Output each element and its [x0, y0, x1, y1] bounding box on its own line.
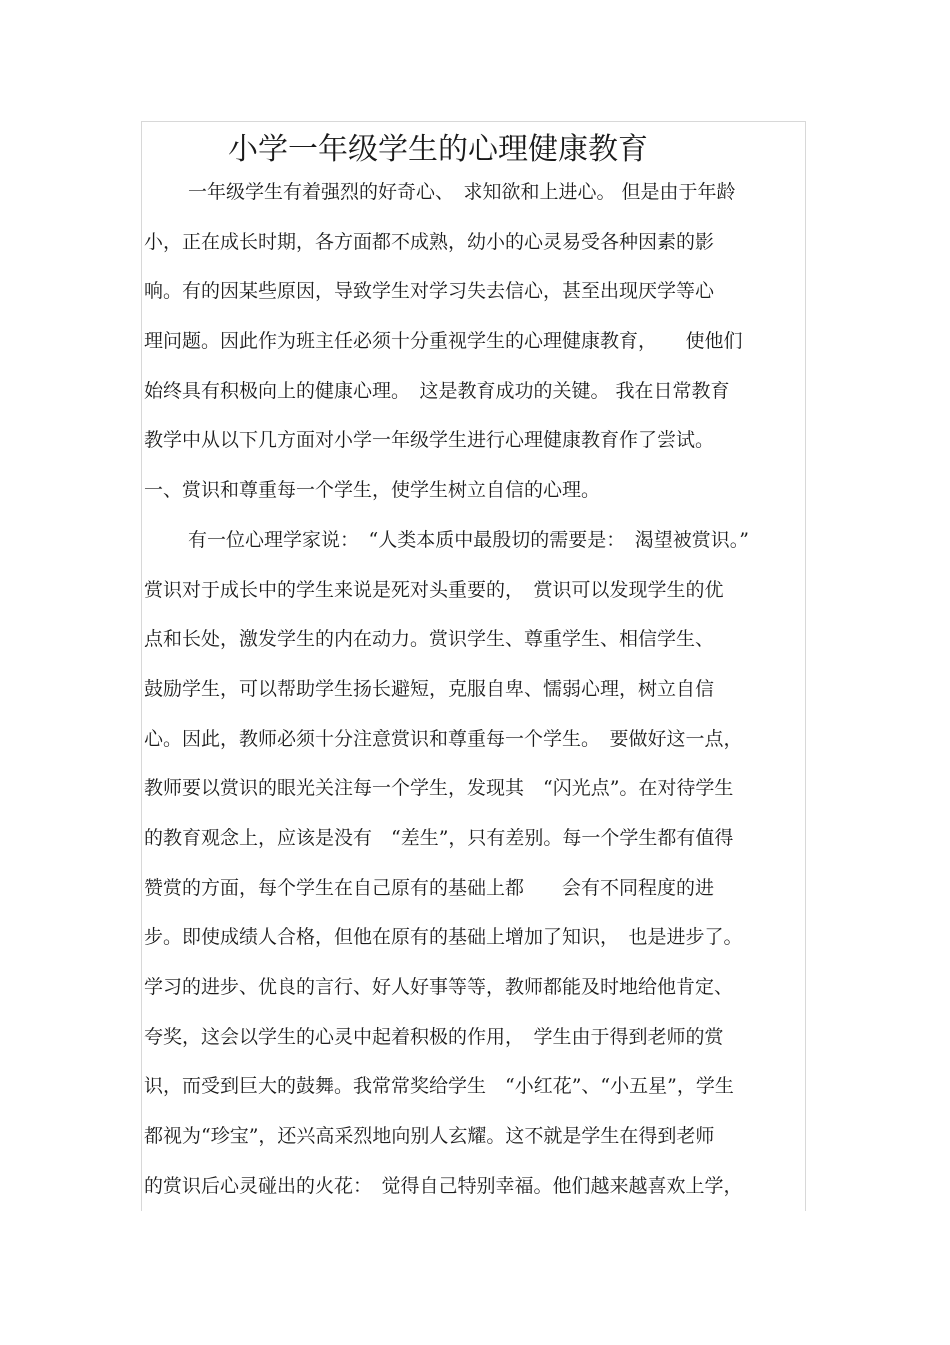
- text-line: 的教育观念上，应该是没有 “差生”，只有差别。每一个学生都有值得: [144, 826, 734, 849]
- text-line: 教师要以赏识的眼光关注每一个学生，发现其 “闪光点”。在对待学生: [144, 777, 734, 800]
- document-title: 小学一年级学生的心理健康教育: [228, 132, 648, 167]
- text-line: 夸奖，这会以学生的心灵中起着积极的作用， 学生由于得到老师的赏: [144, 1025, 724, 1048]
- text-line: 小，正在成长时期，各方面都不成熟，幼小的心灵易受各种因素的影: [144, 230, 715, 253]
- text-line: 赞赏的方面，每个学生在自己原有的基础上都 会有不同程度的进: [144, 876, 715, 899]
- section-heading: 一、赏识和尊重每一个学生，使学生树立自信的心理。: [144, 479, 601, 502]
- text-line: 响。有的因某些原因，导致学生对学习失去信心，甚至出现厌学等心: [144, 280, 715, 303]
- text-line: 都视为“珍宝”，还兴高采烈地向别人玄耀。这不就是学生在得到老师: [144, 1125, 715, 1148]
- document-body: [144, 168, 804, 1211]
- text-line: 点和长处，激发学生的内在动力。赏识学生、尊重学生、相信学生、: [144, 628, 715, 651]
- text-line: 一年级学生有着强烈的好奇心、 求知欲和上进心。 但是由于年龄: [188, 181, 736, 203]
- text-line: 有一位心理学家说： “人类本质中最殷切的需要是： 渴望被赏识。”: [188, 528, 749, 551]
- text-line: 的赏识后心灵碰出的火花： 觉得自己特别幸福。他们越来越喜欢上学，: [144, 1174, 743, 1197]
- text-line: 理问题。因此作为班主任必须十分重视学生的心理健康教育， 使他们: [144, 330, 743, 353]
- text-line: 赏识对于成长中的学生来说是死对头重要的， 赏识可以发现学生的优: [144, 578, 724, 601]
- text-line: 鼓励学生，可以帮助学生扬长避短，克服自卑、懦弱心理，树立自信: [144, 677, 715, 700]
- text-line: 学习的进步、优良的言行、好人好事等等，教师都能及时地给他肯定、: [144, 976, 734, 998]
- text-line: 识，而受到巨大的鼓舞。我常常奖给学生 “小红花”、“小五星”，学生: [144, 1075, 734, 1098]
- text-line: 心。因此，教师必须十分注意赏识和尊重每一个学生。 要做好这一点，: [144, 727, 743, 750]
- text-line: 始终具有积极向上的健康心理。 这是教育成功的关键。 我在日常教育: [144, 379, 730, 402]
- text-line: 教学中从以下几方面对小学一年级学生进行心理健康教育作了尝试。: [144, 429, 715, 452]
- text-line: 步。即使成绩人合格，但他在原有的基础上增加了知识， 也是进步了。: [144, 926, 743, 949]
